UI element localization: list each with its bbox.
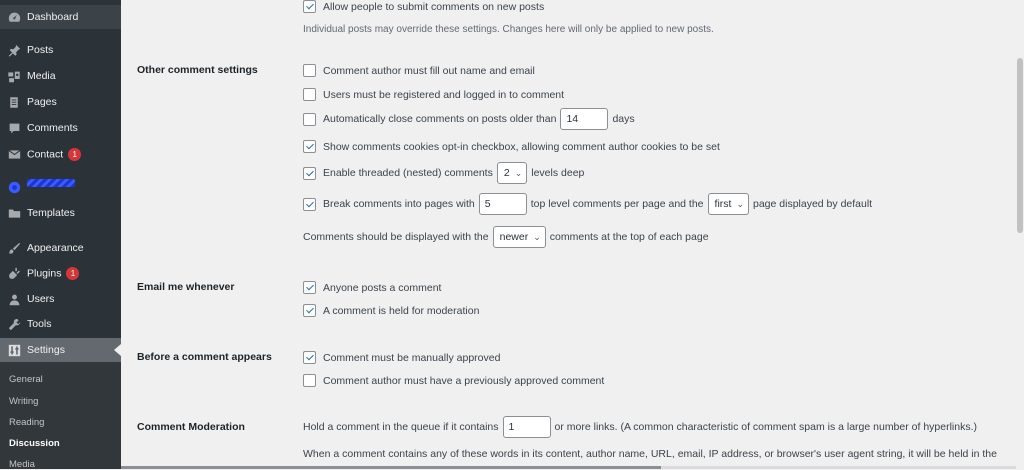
default-page-select[interactable] bbox=[708, 193, 749, 215]
pushpin-icon bbox=[7, 43, 21, 57]
hold-links-row bbox=[303, 416, 977, 438]
settings-submenu bbox=[0, 362, 121, 469]
scrollbar-thumb[interactable] bbox=[1017, 58, 1023, 233]
submenu-item-discussion[interactable]: Discussion bbox=[9, 438, 60, 449]
sidebar-item-plugins[interactable] bbox=[0, 261, 121, 285]
allow-comments-label: Allow people to submit comments on new posts bbox=[323, 0, 545, 13]
vertical-scrollbar[interactable] bbox=[1016, 0, 1024, 469]
moderation-links-input[interactable]: 1 bbox=[503, 416, 551, 438]
settings-sliders-icon bbox=[7, 343, 21, 357]
chevron-down-icon: ⌄ bbox=[514, 168, 523, 178]
comment-bubble-icon bbox=[7, 121, 21, 135]
sidebar-item-media[interactable] bbox=[0, 64, 121, 88]
held-moderation-label: A comment is held for moderation bbox=[323, 304, 480, 317]
sidebar-item-label: Settings bbox=[27, 344, 65, 356]
wrench-icon bbox=[7, 317, 21, 331]
dashboard-icon bbox=[7, 10, 21, 24]
close-days-input[interactable]: 14 bbox=[560, 108, 608, 130]
comments-per-page-input[interactable]: 5 bbox=[479, 193, 527, 215]
default-page-value: first bbox=[714, 198, 732, 210]
paged-comments-checkbox[interactable] bbox=[303, 198, 316, 211]
hold-links-label: Hold a comment in the queue if it contains bbox=[303, 421, 499, 433]
sidebar-item-label: Media bbox=[27, 70, 56, 82]
comment-order-select[interactable] bbox=[493, 226, 546, 248]
previously-approved-label: Comment author must have a previously approved comment bbox=[323, 374, 605, 387]
sidebar-item-label: Pages bbox=[27, 96, 57, 108]
sidebar-item-label: Comments bbox=[27, 122, 78, 134]
plug-icon bbox=[7, 266, 21, 280]
auto-close-checkbox[interactable] bbox=[303, 113, 316, 126]
comment-order-label: Comments should be displayed with the bbox=[303, 231, 489, 243]
envelope-icon bbox=[7, 147, 21, 161]
before-appears-heading: Before a comment appears bbox=[137, 351, 272, 363]
sidebar-item-redacted-plugin[interactable] bbox=[0, 175, 121, 199]
sidebar-item-pages[interactable] bbox=[0, 90, 121, 114]
anyone-posts-label: Anyone posts a comment bbox=[323, 281, 442, 294]
moderation-words-row bbox=[303, 448, 997, 460]
held-moderation-checkbox[interactable] bbox=[303, 304, 316, 317]
registered-only-label: Users must be registered and logged in to comment bbox=[323, 88, 565, 101]
require-name-email-checkbox[interactable] bbox=[303, 64, 316, 77]
paged-comments-row bbox=[303, 193, 872, 215]
manually-approved-checkbox[interactable] bbox=[303, 351, 316, 364]
submenu-item-media[interactable]: Media bbox=[9, 459, 35, 470]
sidebar-item-comments[interactable] bbox=[0, 116, 121, 140]
cookies-optin-checkbox[interactable] bbox=[303, 140, 316, 153]
paintbrush-icon bbox=[7, 241, 21, 255]
days-label: days bbox=[612, 113, 635, 125]
sidebar-item-tools[interactable] bbox=[0, 312, 121, 336]
page-displayed-label: page displayed by default bbox=[753, 198, 873, 210]
levels-deep-label: levels deep bbox=[531, 167, 585, 179]
thread-depth-value: 2 bbox=[503, 167, 510, 179]
require-name-email-label: Comment author must fill out name and email bbox=[323, 64, 535, 77]
registered-only-row bbox=[303, 88, 564, 101]
sidebar-item-label: Templates bbox=[27, 207, 75, 219]
submenu-item-reading[interactable]: Reading bbox=[9, 417, 45, 428]
sidebar-item-label bbox=[27, 267, 79, 280]
sidebar-item-users[interactable] bbox=[0, 287, 121, 311]
sidebar-item-label: Tools bbox=[27, 318, 52, 330]
allow-comments-checkbox[interactable] bbox=[303, 0, 316, 13]
registered-only-checkbox[interactable] bbox=[303, 88, 316, 101]
submenu-item-general[interactable]: General bbox=[9, 374, 43, 385]
chevron-down-icon: ⌄ bbox=[533, 232, 541, 242]
sidebar-item-label: Posts bbox=[27, 44, 54, 56]
manually-approved-label: Comment must be manually approved bbox=[323, 351, 501, 364]
submenu-item-writing[interactable]: Writing bbox=[9, 396, 39, 407]
allow-comments-row bbox=[303, 0, 544, 13]
held-moderation-row bbox=[303, 304, 479, 317]
sidebar-item-appearance[interactable] bbox=[0, 236, 121, 260]
anyone-posts-checkbox[interactable] bbox=[303, 281, 316, 294]
paged-mid-label: top level comments per page and the bbox=[530, 198, 704, 210]
sidebar-item-templates[interactable] bbox=[0, 201, 121, 225]
media-icon bbox=[7, 69, 21, 83]
plugins-label: Plugins bbox=[27, 266, 62, 279]
auto-close-label: Automatically close comments on posts older than bbox=[323, 113, 557, 125]
hold-links-post-label: or more links. (A common characteristic of comment spam is a large number of hyperlinks.) bbox=[554, 421, 978, 433]
allow-comments-description: Individual posts may override these settings. Changes here will only be applied to new posts. bbox=[303, 24, 714, 35]
sidebar-item-contact[interactable] bbox=[0, 142, 121, 166]
comment-order-row bbox=[303, 226, 709, 248]
moderation-words-description: When a comment contains any of these words in its content, author name, URL, email, IP address, or browser's user agent string, it will be held in the bbox=[303, 448, 997, 460]
thread-depth-select[interactable] bbox=[497, 162, 527, 184]
threaded-checkbox[interactable] bbox=[303, 167, 316, 180]
anyone-posts-row bbox=[303, 281, 441, 294]
threaded-label: Enable threaded (nested) comments bbox=[323, 167, 493, 179]
paged-comments-label: Break comments into pages with bbox=[323, 198, 475, 210]
sidebar-item-label: Appearance bbox=[27, 242, 84, 254]
previously-approved-row bbox=[303, 374, 604, 387]
user-icon bbox=[7, 292, 21, 306]
sidebar-item-settings[interactable] bbox=[0, 338, 121, 362]
cookies-optin-row bbox=[303, 140, 720, 153]
contact-label: Contact bbox=[27, 147, 64, 160]
plugins-count-badge: 1 bbox=[66, 267, 79, 280]
comment-order-post-label: comments at the top of each page bbox=[549, 231, 709, 243]
require-name-email-row bbox=[303, 64, 535, 77]
email-me-heading: Email me whenever bbox=[137, 281, 235, 293]
sidebar-item-label: Users bbox=[27, 293, 55, 305]
threaded-row bbox=[303, 162, 584, 184]
comment-order-value: newer bbox=[499, 231, 529, 243]
auto-close-row bbox=[303, 108, 635, 130]
manually-approved-row bbox=[303, 351, 500, 364]
sidebar-item-label: Dashboard bbox=[27, 11, 79, 23]
admin-sidebar bbox=[0, 0, 121, 469]
folder-icon bbox=[7, 206, 21, 220]
previously-approved-checkbox[interactable] bbox=[303, 374, 316, 387]
sidebar-item-dashboard[interactable] bbox=[0, 5, 121, 29]
contact-count-badge: 1 bbox=[68, 148, 81, 161]
pages-icon bbox=[7, 95, 21, 109]
plugin-logo-icon bbox=[7, 180, 21, 194]
sidebar-item-label bbox=[27, 148, 81, 161]
cookies-optin-label: Show comments cookies opt-in checkbox, allowing comment author cookies to be set bbox=[323, 140, 720, 153]
sidebar-item-posts[interactable] bbox=[0, 38, 121, 62]
other-comment-settings-heading: Other comment settings bbox=[137, 64, 258, 76]
comment-moderation-heading: Comment Moderation bbox=[137, 421, 245, 433]
chevron-down-icon: ⌄ bbox=[736, 199, 744, 209]
redacted-label bbox=[27, 179, 75, 187]
